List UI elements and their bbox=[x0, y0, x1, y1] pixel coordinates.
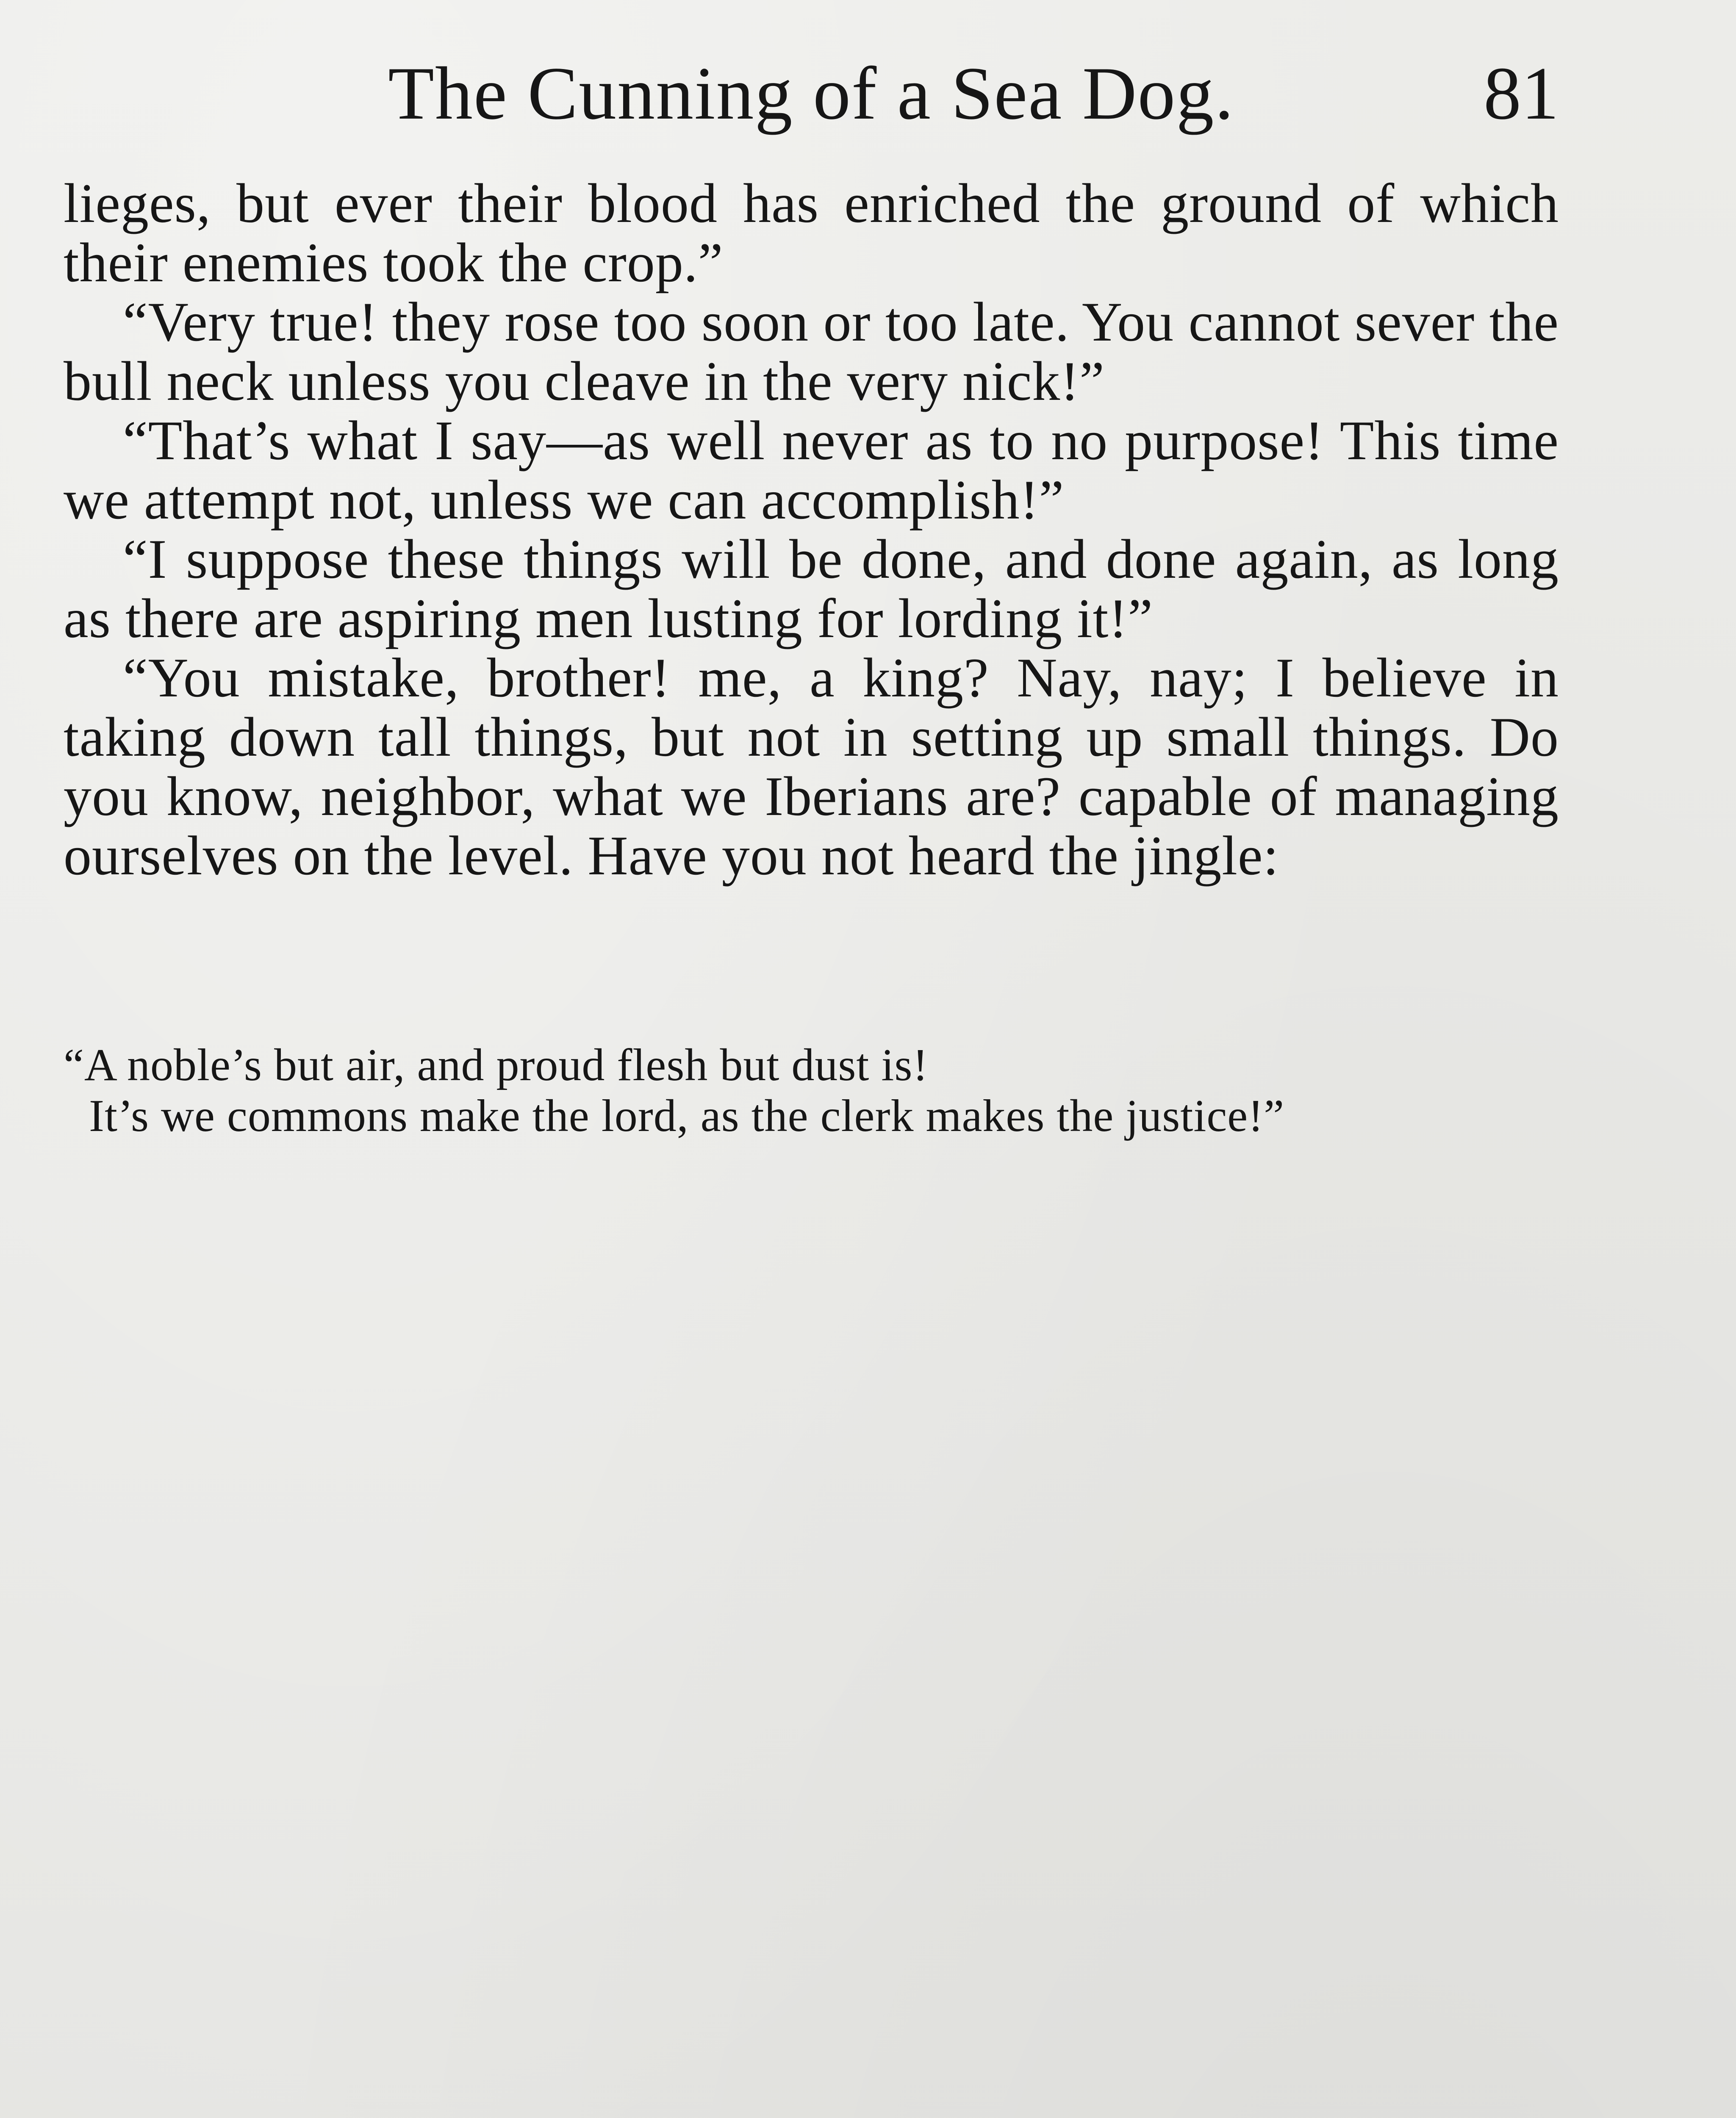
page-number: 81 bbox=[1484, 51, 1559, 135]
running-head bbox=[64, 51, 1559, 136]
running-title: The Cunning of a Sea Dog. bbox=[388, 51, 1234, 135]
paragraph-continuation: lieges, but ever their blood has enriched the ground of which their enemies took the crop.” bbox=[64, 172, 1559, 294]
verse-line: “A noble’s but air, and proud flesh but dust is! bbox=[64, 1040, 929, 1090]
paragraph-you-mistake: “You mistake, brother! me, a king? Nay, nay; I believe in taking down tall things, but not in setting up small things. Do you know, neighbor, what we Iberians are? capable of managing ourselves on the level. Have you not heard the jingle: bbox=[64, 646, 1559, 887]
paragraph-very-true: “Very true! they rose too soon or too late. You cannot sever the bull neck unless you cleave in the very nick!” bbox=[64, 291, 1559, 412]
paragraph-i-suppose: “I suppose these things will be done, and done again, as long as there are aspiring men lusting for lording it!” bbox=[64, 528, 1559, 649]
body-text bbox=[64, 174, 1559, 885]
verse-line: It’s we commons make the lord, as the clerk makes the justice!” bbox=[89, 1091, 1285, 1141]
paragraph-thats-what-i-say: “That’s what I say—as well never as to no purpose! This time we attempt not, unless we can accomplish!” bbox=[64, 409, 1559, 531]
verse-quote bbox=[64, 1040, 1572, 1142]
